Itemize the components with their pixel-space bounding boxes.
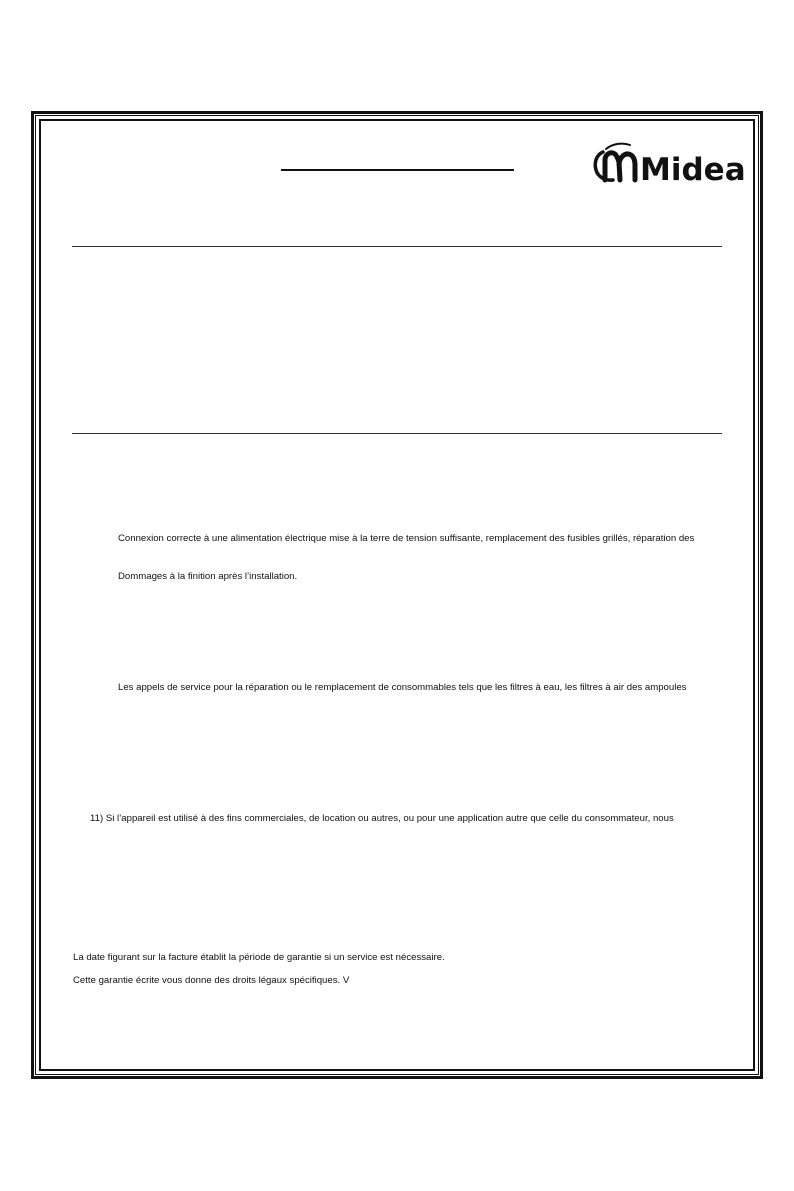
page-border-inner bbox=[39, 119, 755, 1071]
footer-line-legal-rights: Cette garantie écrite vous donne des droits légaux spécifiques. V bbox=[73, 975, 350, 986]
section-divider-bottom bbox=[72, 433, 722, 434]
midea-logo-icon bbox=[589, 138, 746, 188]
logo-wordmark: Midea bbox=[640, 152, 746, 188]
body-line-finish-damage: Dommages à la finition après l’installation. bbox=[118, 571, 298, 582]
section-divider-top bbox=[72, 246, 722, 247]
body-line-power-connection: Connexion correcte à une alimentation électrique mise à la terre de tension suffisante, remplacement des fusibles grillés, réparation des bbox=[118, 533, 695, 544]
title-underline bbox=[281, 169, 514, 171]
brand-logo bbox=[589, 138, 746, 188]
body-line-commercial-use: 11) Si l’appareil est utilisé à des fins commerciales, de location ou autres, ou pour une application autre que celle du consommateur, nous bbox=[90, 813, 674, 824]
body-line-consumables: Les appels de service pour la réparation ou le remplacement de consommables tels que les filtres à eau, les filtres à air des ampoules bbox=[118, 682, 687, 693]
footer-line-invoice-date: La date figurant sur la facture établit la période de garantie si un service est nécessaire. bbox=[73, 952, 445, 963]
